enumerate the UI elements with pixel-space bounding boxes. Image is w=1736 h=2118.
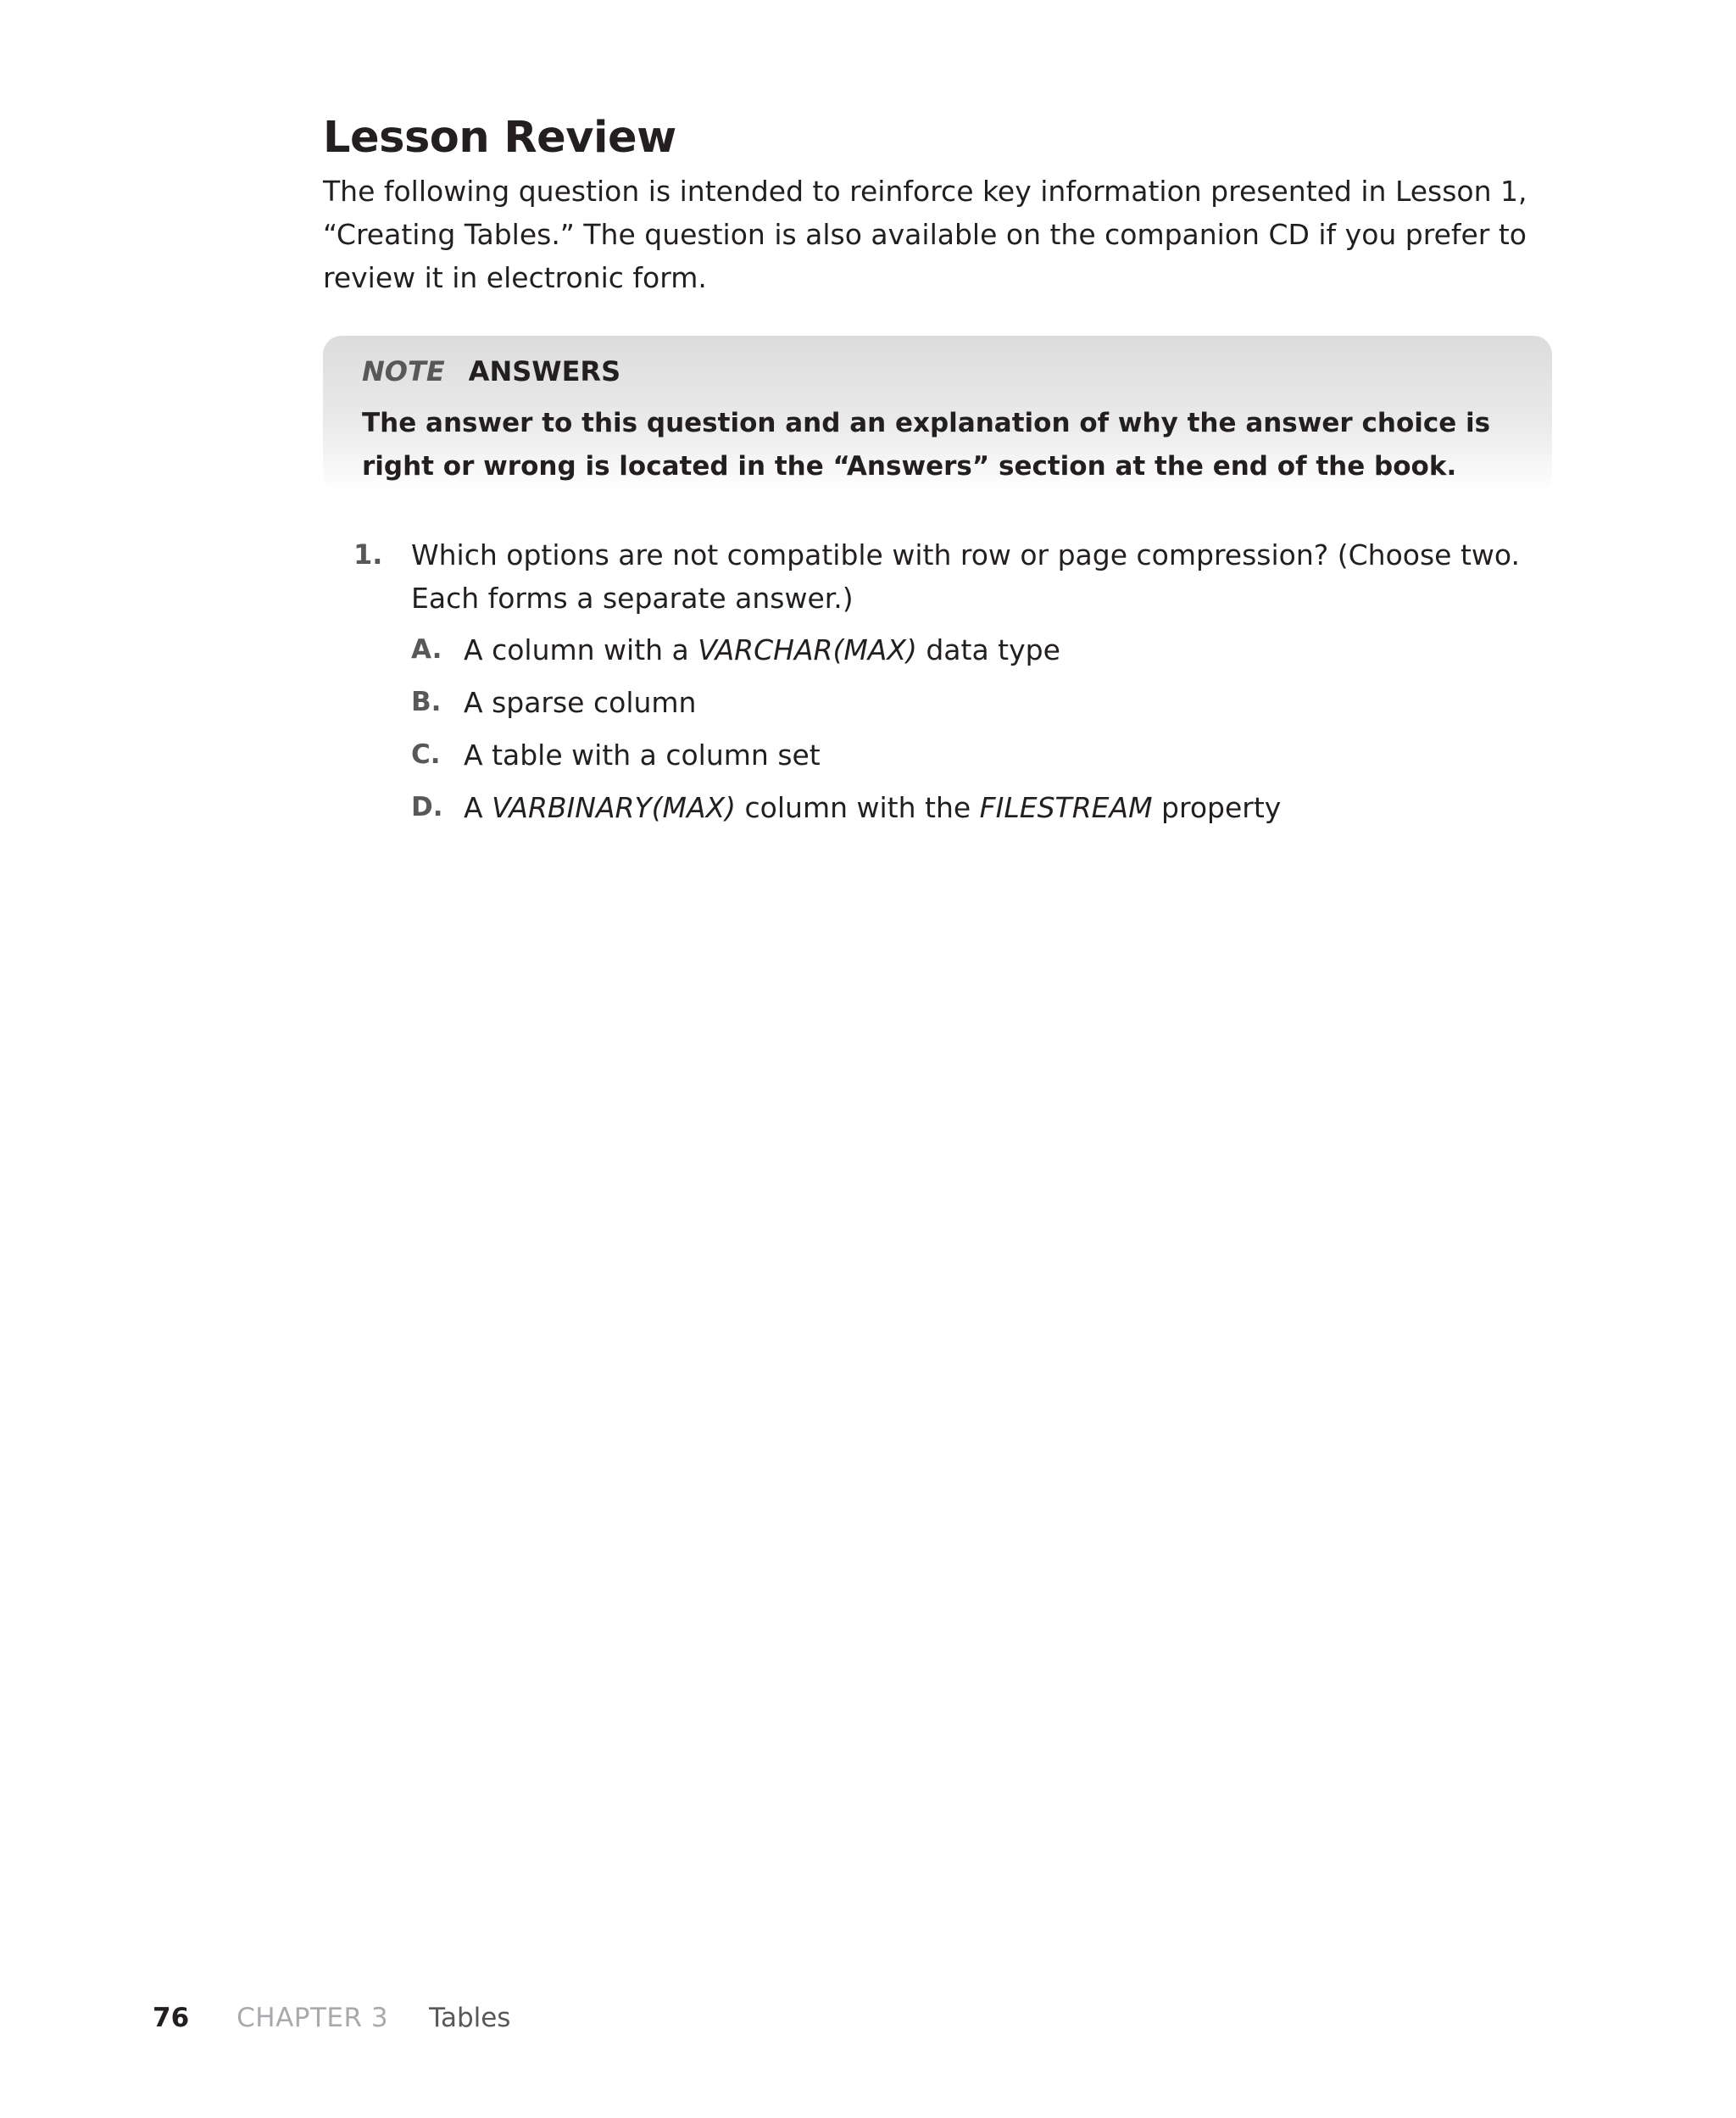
page-content <box>323 109 1552 839</box>
page-footer <box>153 1999 510 2037</box>
answer-option-d <box>411 786 1552 829</box>
answer-options <box>411 628 1552 829</box>
option-text: data type <box>916 633 1060 666</box>
question-text: Which options are not compatible with row or page compression? (Choose two. Each forms a separate answer.) <box>411 538 1520 615</box>
note-header <box>362 353 1505 390</box>
question-number: 1. <box>353 538 383 571</box>
option-text: A sparse column <box>464 686 697 719</box>
option-text: A table with a column set <box>464 739 821 772</box>
answer-option-a <box>411 628 1552 672</box>
note-box <box>323 336 1552 493</box>
option-code-term: VARCHAR(MAX) <box>698 633 917 666</box>
section-heading: Lesson Review <box>323 113 676 163</box>
option-code-term: FILESTREAM <box>979 791 1153 824</box>
option-letter: A. <box>411 634 442 665</box>
option-text: A column with a <box>464 633 698 666</box>
note-label: NOTE <box>362 355 445 387</box>
option-text: property <box>1152 791 1282 824</box>
intro-paragraph: The following question is intended to reinforce key information presented in Lesson 1, “Creating Tables.” The question is also available on the companion CD if you prefer to review it in electronic form. <box>323 175 1527 294</box>
option-letter: B. <box>411 687 442 717</box>
option-code-term: VARBINARY(MAX) <box>492 791 737 824</box>
chapter-title: Tables <box>429 2003 511 2033</box>
option-letter: C. <box>411 739 441 770</box>
option-letter: D. <box>411 792 443 822</box>
chapter-label: CHAPTER 3 <box>236 2003 389 2033</box>
review-question <box>323 533 1552 829</box>
note-body: The answer to this question and an explanation of why the answer choice is right or wrong is located in the “Answers” section at the end of the book. <box>362 408 1491 482</box>
option-text: column with the <box>736 791 980 824</box>
note-title: ANSWERS <box>468 355 621 387</box>
page-number: 76 <box>153 2003 190 2033</box>
answer-option-c <box>411 733 1552 777</box>
option-text: A <box>464 791 492 824</box>
answer-option-b <box>411 681 1552 724</box>
